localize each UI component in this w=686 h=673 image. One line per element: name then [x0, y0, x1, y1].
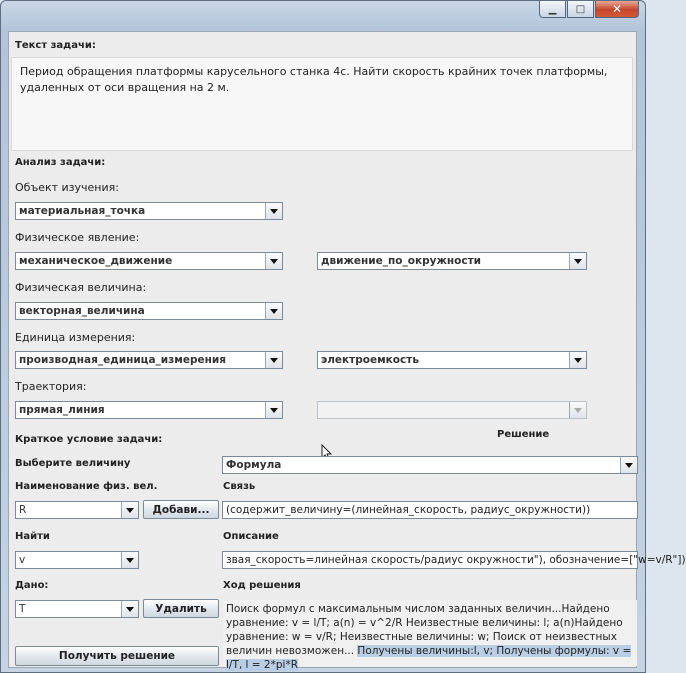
- phenomenon-label: Физическое явление:: [15, 231, 140, 244]
- formula-value: Формула: [226, 459, 282, 471]
- chevron-down-icon[interactable]: [265, 352, 282, 368]
- minimize-button[interactable]: [539, 1, 566, 18]
- quantity-name-label: Наименование физ. вел.: [15, 481, 158, 492]
- unit-label: Единица измерения:: [15, 331, 136, 344]
- find-combo[interactable]: [15, 551, 139, 569]
- object-label: Объект изучения:: [15, 181, 119, 194]
- task-text-area[interactable]: [11, 57, 633, 151]
- progress-label: Ход решения: [223, 580, 301, 591]
- quantity-value: векторная_величина: [19, 305, 145, 317]
- unit-subtype-value: электроемкость: [321, 354, 419, 366]
- link-field[interactable]: (содержит_величину=(линейная_скорость, радиус_окружности)): [222, 501, 638, 519]
- object-value: материальная_точка: [19, 205, 146, 217]
- chevron-down-icon: [569, 402, 586, 418]
- add-button[interactable]: Добави...: [143, 500, 219, 519]
- chevron-down-icon[interactable]: [265, 402, 282, 418]
- maximize-button[interactable]: [567, 1, 594, 18]
- choose-quantity-label: Выберите величину: [15, 458, 131, 469]
- phenomenon-subtype-combo[interactable]: [317, 252, 587, 270]
- close-button[interactable]: [595, 1, 639, 18]
- unit-value: производная_единица_измерения: [19, 354, 226, 366]
- trajectory-label: Траектория:: [15, 380, 87, 393]
- find-label: Найти: [15, 531, 50, 542]
- delete-button[interactable]: Удалить: [143, 599, 219, 618]
- chevron-down-icon[interactable]: [121, 502, 138, 518]
- quantity-combo[interactable]: [15, 302, 283, 320]
- trajectory-combo[interactable]: [15, 401, 283, 419]
- chevron-down-icon[interactable]: [265, 253, 282, 269]
- description-label: Описание: [223, 531, 279, 542]
- minimize-icon: ▁: [548, 3, 557, 15]
- chevron-down-icon[interactable]: [569, 352, 586, 368]
- quantity-label: Физическая величина:: [15, 281, 147, 294]
- phenomenon-combo[interactable]: [15, 252, 283, 270]
- task-label: Текст задачи:: [15, 40, 96, 51]
- get-solution-button[interactable]: Получить решение: [15, 646, 219, 666]
- chevron-down-icon[interactable]: [121, 601, 138, 617]
- chevron-down-icon[interactable]: [265, 203, 282, 219]
- unit-combo[interactable]: [15, 351, 283, 369]
- chevron-down-icon[interactable]: [265, 303, 282, 319]
- chevron-down-icon[interactable]: [569, 253, 586, 269]
- formula-combo[interactable]: [222, 456, 638, 474]
- maximize-icon: □: [575, 3, 586, 15]
- quantity-name-value: R: [19, 504, 27, 516]
- close-icon: ✕: [611, 2, 623, 16]
- link-label: Связь: [223, 481, 256, 492]
- solution-log-text: Поиск формул с максимальным числом заданных величин...Найдено уравнение: v = l/T; a(n) = v^2/R Неизвестные величины: l; a(n)Найдено уравнение: w = v/R; Неизвестные величины: w; Поиск от неизвестных величин невозможен...: [226, 603, 623, 657]
- analysis-label: Анализ задачи:: [15, 157, 106, 168]
- main-panel: [8, 31, 686, 671]
- solution-header: Решение: [497, 429, 550, 440]
- chevron-down-icon[interactable]: [620, 457, 637, 473]
- unit-subtype-combo[interactable]: [317, 351, 587, 369]
- quantity-name-combo[interactable]: [15, 501, 139, 519]
- task-text: Период обращения платформы карусельного станка 4с. Найти скорость крайних точек платформы, удаленных от оси вращения на 2 м.: [20, 65, 608, 94]
- solution-log-selected-text: Получены величины:l, v; Получены формулы: v = l/T, l = 2*pi*R: [226, 645, 632, 671]
- trajectory-subtype-combo: [317, 401, 587, 419]
- window-controls: [539, 1, 639, 19]
- phenomenon-subtype-value: движение_по_окружности: [321, 255, 482, 267]
- find-value: v: [19, 554, 26, 566]
- given-label: Дано:: [15, 580, 49, 591]
- short-condition-label: Краткое условие задачи:: [15, 434, 163, 445]
- solution-log[interactable]: [223, 600, 637, 671]
- description-field[interactable]: звая_скорость=линейная скорость/радиус окружности"), обозначение=["w=v/R"]): [222, 551, 638, 569]
- given-combo[interactable]: [15, 600, 139, 618]
- chevron-down-icon[interactable]: [121, 552, 138, 568]
- object-combo[interactable]: [15, 202, 283, 220]
- given-value: T: [19, 603, 26, 615]
- phenomenon-value: механическое_движение: [19, 255, 173, 267]
- trajectory-value: прямая_линия: [19, 404, 105, 416]
